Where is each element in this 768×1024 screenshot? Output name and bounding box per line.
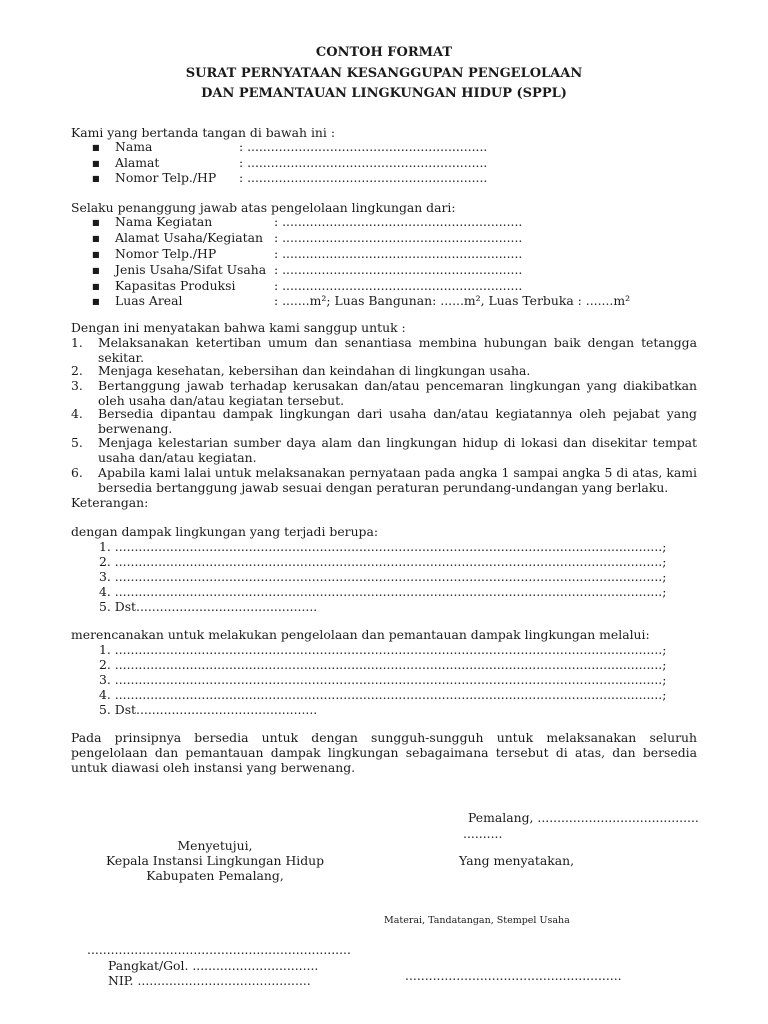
- bullet-icon: ■: [92, 282, 100, 291]
- signer-field-value: : .............................................................: [239, 139, 488, 154]
- statement-item-text: Apabila kami lalai untuk melaksanakan pernyataan pada angka 1 sampai angka 5 di atas, kami bersedia bertanggung jawab sesuai dengan peraturan perundang-undangan yang berlaku.: [98, 465, 697, 495]
- activity-field-value: : .............................................................: [274, 262, 523, 277]
- activity-field-value: : .............................................................: [274, 246, 523, 261]
- statement-item-text: Bersedia dipantau dampak lingkungan dari usaha dan/atau kegiatannya oleh pejabat yang berwenang.: [98, 406, 697, 436]
- statement-item-number: 5.: [71, 435, 83, 450]
- statement-item-number: 2.: [71, 363, 83, 378]
- activity-field-label: Luas Areal: [115, 293, 183, 308]
- statement-item-number: 3.: [71, 378, 83, 393]
- impact-line: 2. ...........................................................................................................................................;: [99, 554, 667, 569]
- bullet-icon: ■: [92, 266, 100, 275]
- activity-field-value: : .......m²; Luas Bangunan: ......m², Luas Terbuka : .......m²: [274, 293, 631, 308]
- keterangan-label: Keterangan:: [71, 495, 149, 510]
- plan-line: 4. ...........................................................................................................................................;: [99, 687, 667, 702]
- approver-nip: NIP. ............................................: [108, 973, 311, 988]
- bullet-icon: ■: [92, 234, 100, 243]
- statement-item-number: 4.: [71, 406, 83, 421]
- activity-intro: Selaku penanggung jawab atas pengelolaan lingkungan dari:: [71, 200, 456, 215]
- statement-item-text: Menjaga kelestarian sumber daya alam dan lingkungan hidup di lokasi dan disekitar tempat usaha dan/atau kegiatan.: [98, 435, 697, 465]
- signer-intro: Kami yang bertanda tangan di bawah ini :: [71, 125, 335, 140]
- plan-line: 1. ...........................................................................................................................................;: [99, 642, 667, 657]
- impact-line: 4. ...........................................................................................................................................;: [99, 584, 667, 599]
- activity-field-label: Nomor Telp./HP: [115, 246, 217, 261]
- approver-name-line: ...................................................................: [87, 942, 351, 957]
- stating-label: Yang menyatakan,: [459, 853, 575, 868]
- statement-item-text: Melaksanakan ketertiban umum dan senantiasa membina hubungan baik dengan tetangga sekitar.: [98, 335, 697, 365]
- statement-item-number: 6.: [71, 465, 83, 480]
- document-title-line-3: DAN PEMANTAUAN LINGKUNGAN HIDUP (SPPL): [201, 86, 567, 101]
- signer-fields: [0, 139, 768, 187]
- statement-intro: Dengan ini menyatakan bahwa kami sanggup untuk :: [71, 320, 406, 335]
- activity-field-value: : .............................................................: [274, 214, 523, 229]
- signer-field-value: : .............................................................: [239, 155, 488, 170]
- approver-title: Kepala Instansi Lingkungan Hidup: [105, 853, 325, 868]
- statement-item-text: Menjaga kesehatan, kebersihan dan keindahan di lingkungan usaha.: [98, 363, 531, 378]
- place-date: Pemalang, .........................................: [468, 810, 699, 825]
- activity-field-label: Alamat Usaha/Kegiatan: [115, 230, 263, 245]
- plan-line: 3. ...........................................................................................................................................;: [99, 672, 667, 687]
- plan-line: 5. Dst..............................................: [99, 702, 318, 717]
- impact-line: 3. ...........................................................................................................................................;: [99, 569, 667, 584]
- bullet-icon: ■: [92, 250, 100, 259]
- activity-fields: [0, 214, 768, 310]
- plan-intro: merencanakan untuk melakukan pengelolaan dan pemantauan dampak lingkungan melalui:: [71, 627, 650, 642]
- document-title-line-1: CONTOH FORMAT: [315, 45, 453, 60]
- activity-field-label: Kapasitas Produksi: [115, 278, 236, 293]
- bullet-icon: ■: [92, 159, 100, 168]
- signer-field-label: Alamat: [115, 155, 160, 170]
- signer-field-label: Nomor Telp./HP: [115, 170, 217, 185]
- activity-field-value: : .............................................................: [274, 230, 523, 245]
- approver-rank: Pangkat/Gol. ................................: [108, 958, 319, 973]
- signer-field-label: Nama: [115, 139, 153, 154]
- statement-item-text: Bertanggung jawab terhadap kerusakan dan/atau pencemaran lingkungan yang diakibatkan oleh usaha dan/atau kegiatan tersebut.: [98, 378, 697, 408]
- materai-note: Materai, Tandatangan, Stempel Usaha: [384, 915, 570, 926]
- impact-line: 1. ...........................................................................................................................................;: [99, 539, 667, 554]
- impact-line: 5. Dst..............................................: [99, 599, 318, 614]
- impact-intro: dengan dampak lingkungan yang terjadi berupa:: [71, 524, 379, 539]
- statement-item-number: 1.: [71, 335, 83, 350]
- place-date-continued: ..........: [463, 826, 503, 841]
- activity-field-label: Nama Kegiatan: [115, 214, 213, 229]
- activity-field-label: Jenis Usaha/Sifat Usaha: [115, 262, 267, 277]
- approval-label: Menyetujui,: [177, 838, 253, 853]
- stating-name-line: .......................................................: [405, 968, 622, 983]
- document-title-line-2: SURAT PERNYATAAN KESANGGUPAN PENGELOLAAN: [185, 66, 583, 81]
- activity-field-value: : .............................................................: [274, 278, 523, 293]
- bullet-icon: ■: [92, 218, 100, 227]
- approver-region: Kabupaten Pemalang,: [146, 868, 284, 883]
- bullet-icon: ■: [92, 297, 100, 306]
- bullet-icon: ■: [92, 174, 100, 183]
- plan-line: 2. ...........................................................................................................................................;: [99, 657, 667, 672]
- bullet-icon: ■: [92, 143, 100, 152]
- signer-field-value: : .............................................................: [239, 170, 488, 185]
- closing-paragraph: Pada prinsipnya bersedia untuk dengan sungguh-sungguh untuk melaksanakan seluruh pengelolaan dan pemantauan dampak lingkungan sebagaimana tersebut di atas, dan bersedia untuk diawasi oleh instansi yang berwenang.: [71, 730, 697, 775]
